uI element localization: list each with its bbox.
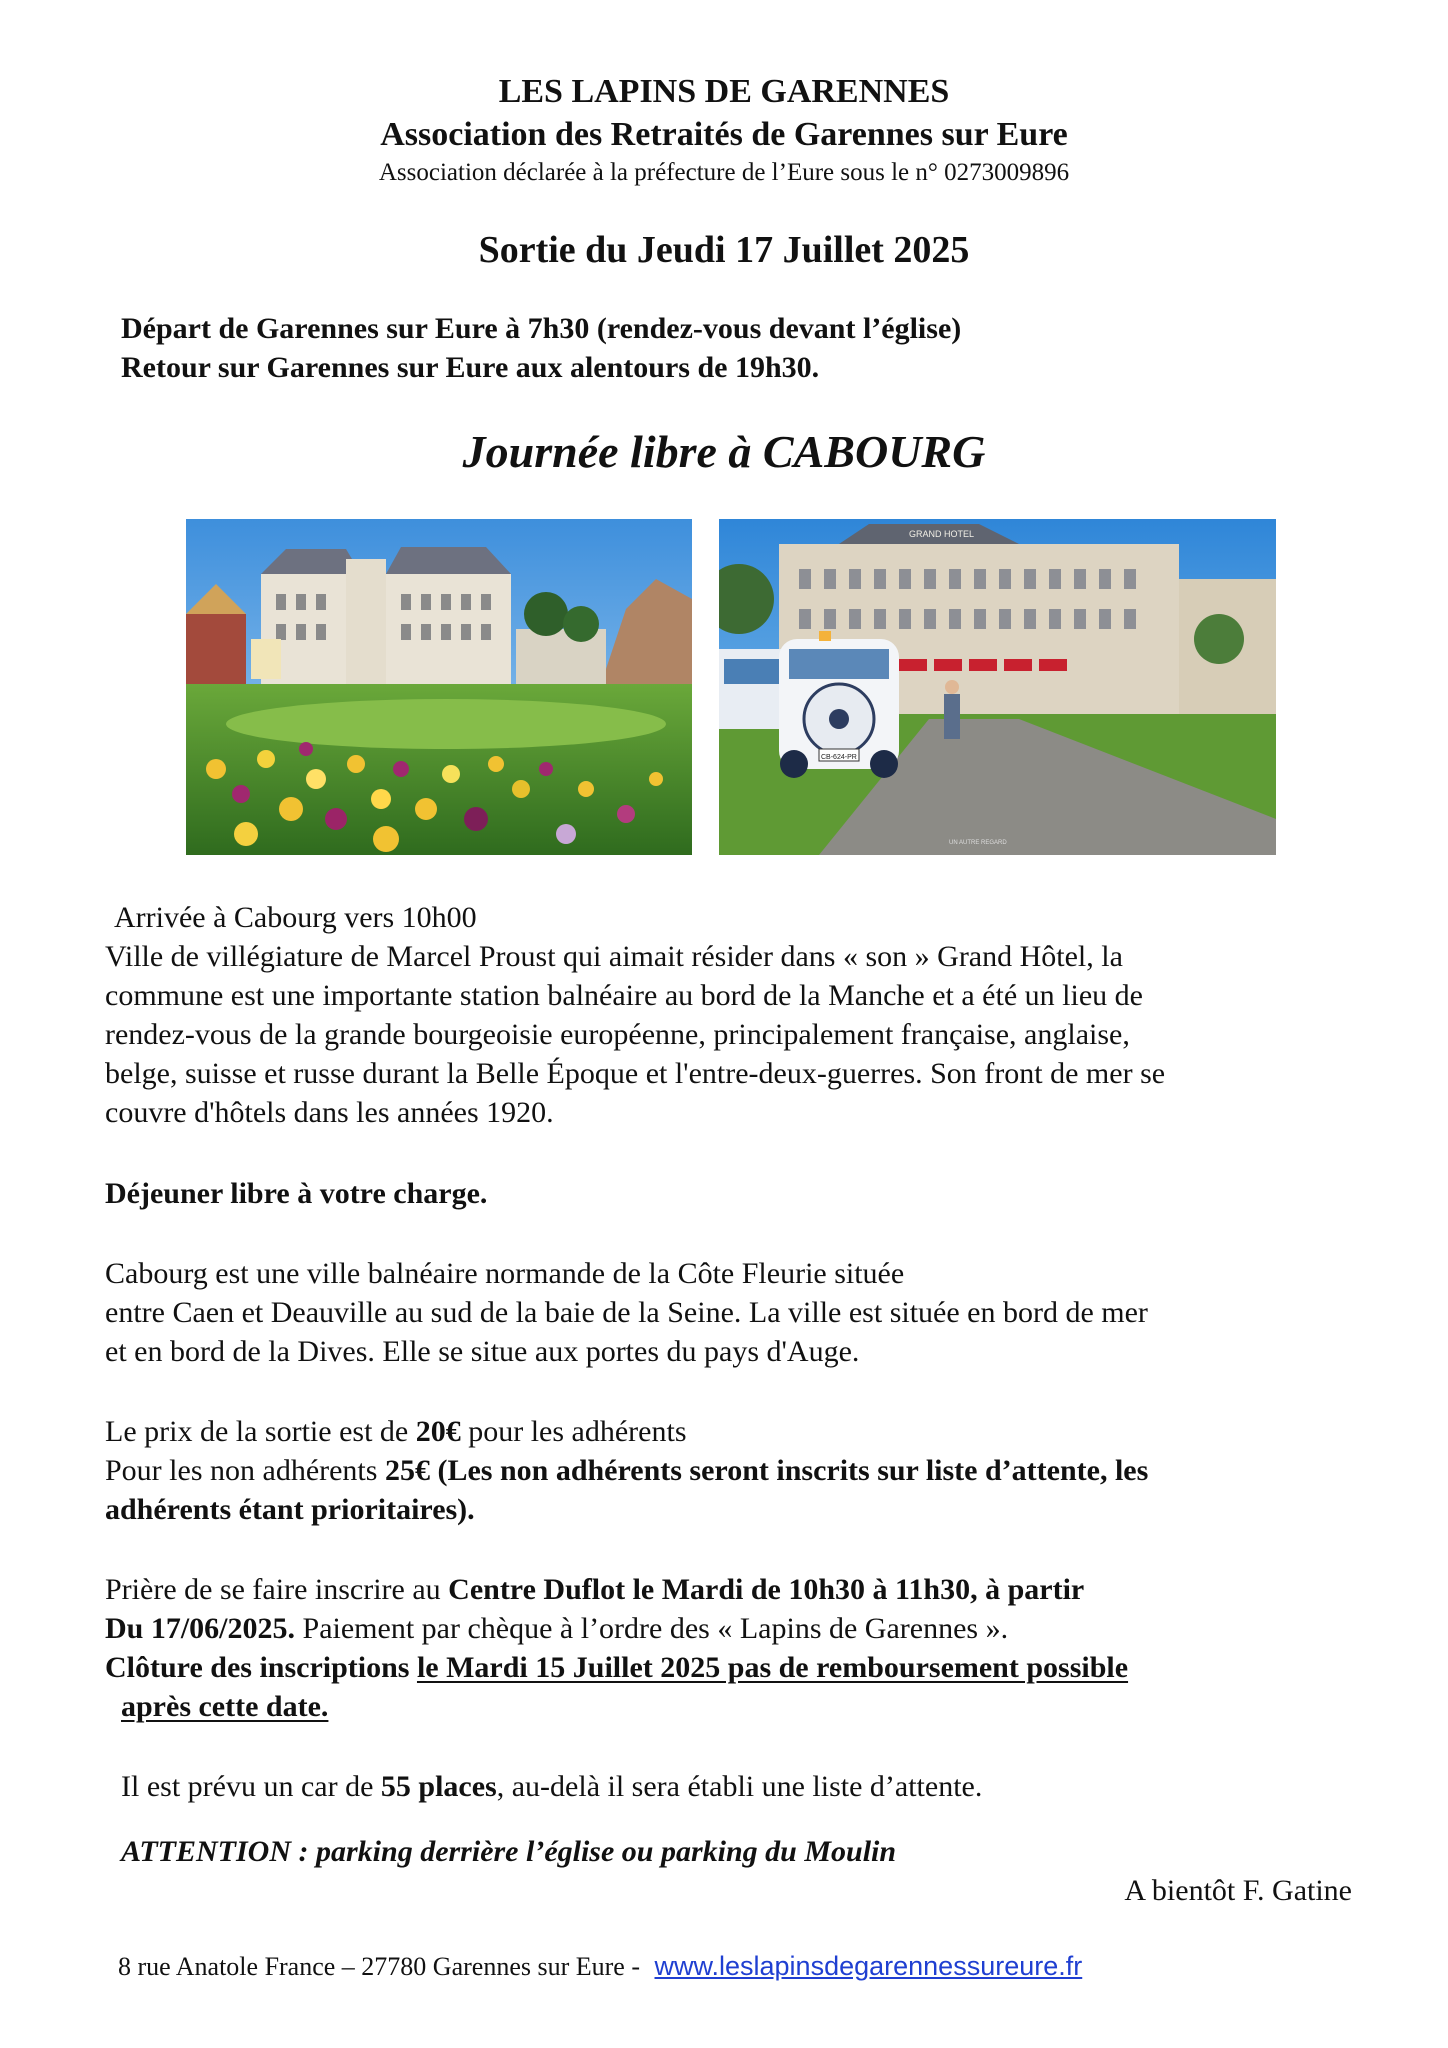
return-line: Retour sur Garennes sur Eure aux alentours de 19h30. — [121, 351, 820, 384]
event-title: Sortie du Jeudi 17 Juillet 2025 — [478, 229, 970, 271]
bus-suffix: , au-delà il sera établi une liste d’attente. — [496, 1770, 983, 1803]
bus-info — [121, 1768, 982, 1806]
photo-cabourg-train — [719, 519, 1276, 855]
cabourg-line-1: Cabourg est une ville balnéaire normande de la Côte Fleurie située — [105, 1257, 905, 1290]
description-line-2: commune est une importante station balnéaire au bord de la Manche et a été un lieu de — [105, 979, 1143, 1012]
registration-closing-date: le Mardi 15 Juillet 2025 pas de remboursement possible — [416, 1651, 1129, 1684]
price-members-amount: 20€ — [415, 1415, 461, 1448]
registration-prefix: Prière de se faire inscrire au — [105, 1573, 449, 1606]
event-headline: Journée libre à CABOURG — [462, 426, 986, 477]
bus-prefix: Il est prévu un car de — [121, 1770, 381, 1803]
lunch-note: Déjeuner libre à votre charge. — [105, 1177, 488, 1210]
footer-address: 8 rue Anatole France – 27780 Garennes sur Eure - — [118, 1952, 640, 1981]
photo-train-plate: CB-624-PR — [821, 754, 857, 761]
association-registration: Association déclarée à la préfecture de l’Eure sous le n° 0273009896 — [378, 159, 1070, 186]
cabourg-line-3: et en bord de la Dives. Elle se situe aux portes du pays d'Auge. — [105, 1335, 860, 1368]
price-members-suffix: pour les adhérents — [460, 1415, 687, 1448]
price-nonmembers-amount: 25€ (Les non adhérents seront inscrits sur liste d’attente, les — [384, 1454, 1149, 1487]
registration-place-time: Centre Duflot le Mardi de 10h30 à 11h30, à partir — [448, 1573, 1085, 1606]
registration-closing-2 — [121, 1688, 328, 1726]
signature: A bientôt F. Gatine — [1124, 1874, 1352, 1907]
parking-attention: ATTENTION : parking derrière l’église ou parking du Moulin — [121, 1835, 897, 1868]
photo-hotel-sign: GRAND HOTEL — [909, 529, 975, 539]
association-subtitle: Association des Retraités de Garennes sur Eure — [380, 116, 1068, 153]
description-line-5: couvre d'hôtels dans les années 1920. — [105, 1096, 554, 1129]
website-link[interactable]: www.leslapinsdegarennessureure.fr — [654, 1951, 1083, 1981]
photo-cabourg-gardens — [186, 519, 692, 855]
description-line-3: rendez-vous de la grande bourgeoisie européenne, principalement française, anglaise, — [105, 1018, 1130, 1051]
registration-closing-date-2: après cette date. — [121, 1690, 329, 1723]
departure-line: Départ de Garennes sur Eure à 7h30 (rendez-vous devant l’église) — [121, 312, 962, 345]
cabourg-line-2: entre Caen et Deauville au sud de la baie de la Seine. La ville est située en bord de mer — [105, 1296, 1148, 1329]
arrival-line: Arrivée à Cabourg vers 10h00 — [114, 901, 477, 934]
description-line-4: belge, suisse et russe durant la Belle Époque et l'entre-deux-guerres. Son front de mer se — [105, 1057, 1166, 1090]
photo-watermark: UN AUTRE REGARD — [949, 840, 1007, 846]
description-line-1: Ville de villégiature de Marcel Proust qui aimait résider dans « son » Grand Hôtel, la — [105, 940, 1123, 973]
price-nonmembers — [105, 1452, 1148, 1490]
registration-line-1 — [105, 1571, 1084, 1609]
bus-places: 55 places — [380, 1770, 497, 1803]
registration-line-2 — [105, 1610, 1008, 1648]
registration-start-date: Du 17/06/2025. — [105, 1612, 296, 1645]
price-nonmembers-note: adhérents étant prioritaires). — [105, 1493, 475, 1526]
price-nonmembers-prefix: Pour les non adhérents — [105, 1454, 385, 1487]
registration-closing — [105, 1649, 1128, 1687]
footer — [118, 1950, 1082, 1983]
price-members — [105, 1413, 687, 1451]
registration-payment: Paiement par chèque à l’ordre des « Lapins de Garennes ». — [295, 1612, 1009, 1645]
registration-closing-label: Clôture des inscriptions — [105, 1651, 417, 1684]
association-name: LES LAPINS DE GARENNES — [498, 73, 950, 110]
price-members-prefix: Le prix de la sortie est de — [105, 1415, 416, 1448]
